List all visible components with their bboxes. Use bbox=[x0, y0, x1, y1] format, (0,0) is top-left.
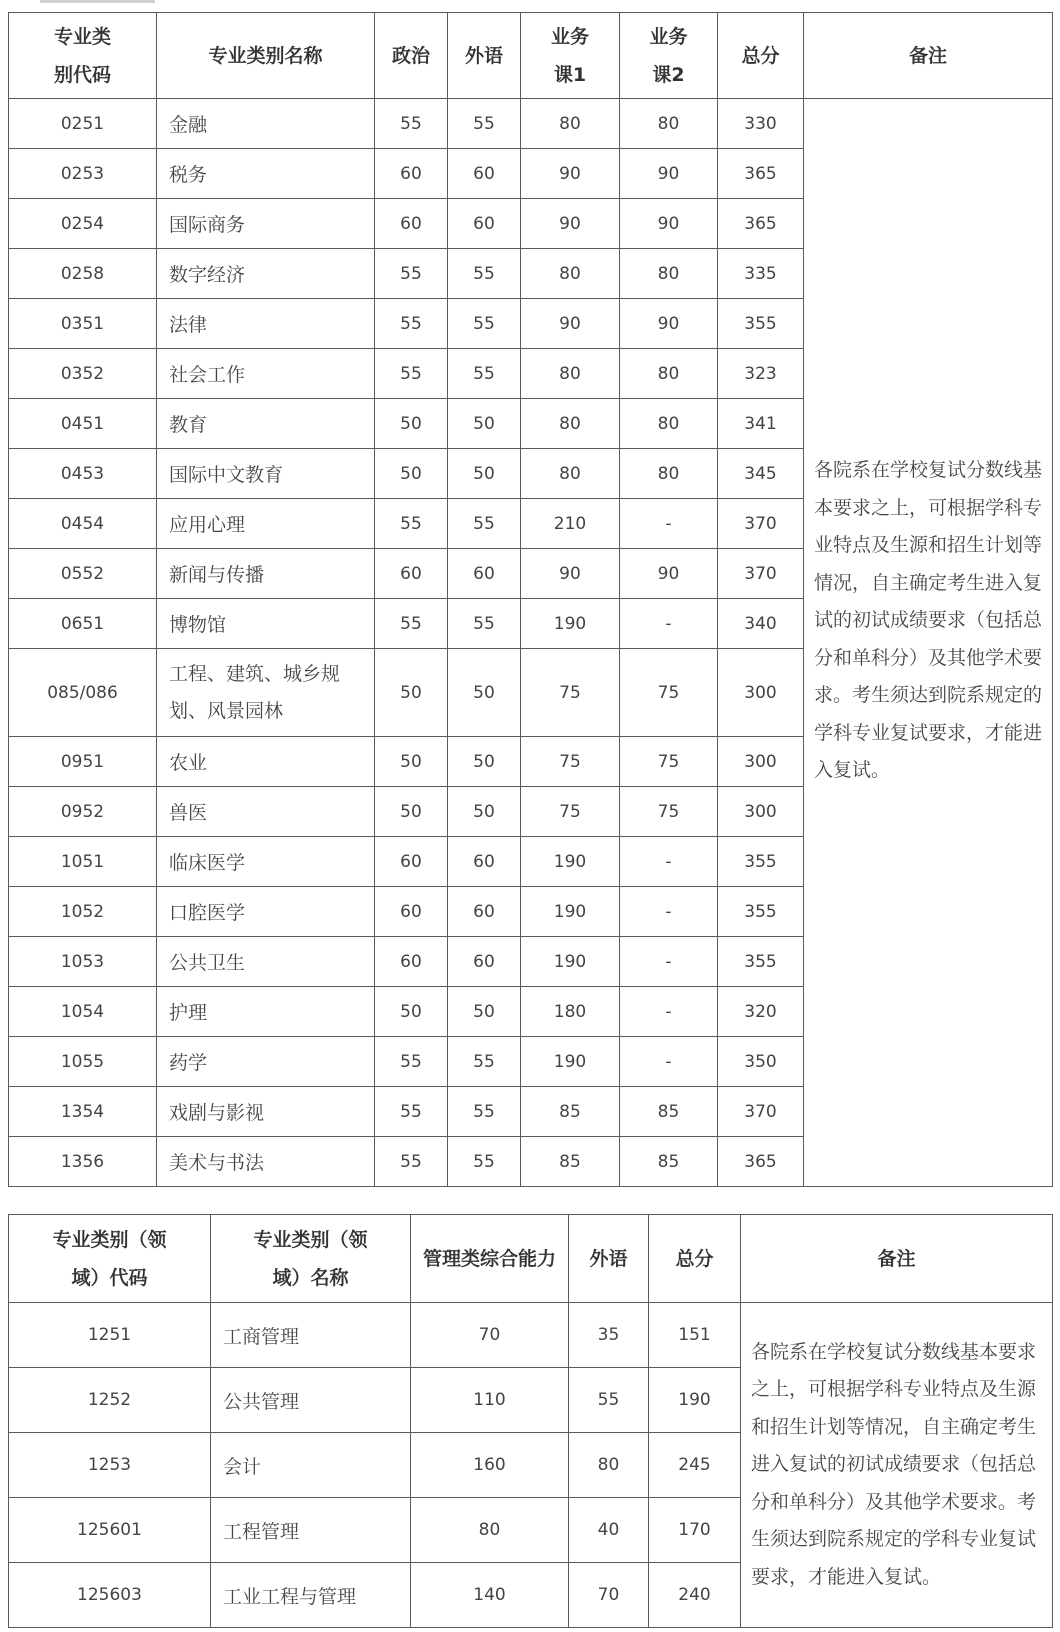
cell-total: 370 bbox=[718, 499, 804, 549]
cell-total: 330 bbox=[718, 99, 804, 149]
cell-name: 金融 bbox=[157, 99, 375, 149]
cell-foreign-language: 55 bbox=[448, 99, 521, 149]
cell-total: 170 bbox=[649, 1498, 741, 1563]
remarks-note bbox=[804, 99, 1053, 1187]
cell-foreign-language: 50 bbox=[448, 737, 521, 787]
cell-total: 245 bbox=[649, 1433, 741, 1498]
cell-code: 0951 bbox=[9, 737, 157, 787]
cell-code: 0451 bbox=[9, 399, 157, 449]
cell-politics: 60 bbox=[375, 149, 448, 199]
cell-foreign-language: 55 bbox=[448, 599, 521, 649]
score-table-management bbox=[8, 1214, 1053, 1628]
cell-course1: 190 bbox=[521, 937, 620, 987]
cell-course2: 90 bbox=[620, 149, 718, 199]
cell-foreign-language: 60 bbox=[448, 549, 521, 599]
cell-total: 340 bbox=[718, 599, 804, 649]
table-header-row bbox=[9, 13, 1053, 99]
cell-code: 0253 bbox=[9, 149, 157, 199]
cell-name: 社会工作 bbox=[157, 349, 375, 399]
cell-name: 数字经济 bbox=[157, 249, 375, 299]
cell-course2: 80 bbox=[620, 449, 718, 499]
cell-course1: 80 bbox=[521, 249, 620, 299]
cell-name: 临床医学 bbox=[157, 837, 375, 887]
cell-course2: 85 bbox=[620, 1087, 718, 1137]
cell-course1: 190 bbox=[521, 837, 620, 887]
cell-code: 0952 bbox=[9, 787, 157, 837]
cell-code: 1253 bbox=[9, 1433, 211, 1498]
table-header-row bbox=[9, 1215, 1053, 1303]
cell-total: 300 bbox=[718, 649, 804, 737]
cell-course2: - bbox=[620, 499, 718, 549]
cell-name: 会计 bbox=[211, 1433, 411, 1498]
cell-total: 335 bbox=[718, 249, 804, 299]
cell-total: 300 bbox=[718, 737, 804, 787]
remarks-text: 各院系在学校复试分数线基本要求之上，可根据学科专业特点及生源和招生计划等情况，自主确定考生进入复试的初试成绩要求（包括总分和单科分）及其他学术要求。考生须达到院系规定的学科专业复试要求，才能进入复试。 bbox=[814, 459, 1043, 781]
cell-name: 戏剧与影视 bbox=[157, 1087, 375, 1137]
cell-name: 教育 bbox=[157, 399, 375, 449]
cell-politics: 55 bbox=[375, 1137, 448, 1187]
cell-course1: 90 bbox=[521, 549, 620, 599]
cell-politics: 50 bbox=[375, 449, 448, 499]
header-name: 专业类别名称 bbox=[157, 13, 375, 99]
cell-foreign-language: 40 bbox=[569, 1498, 649, 1563]
header-course1: 业务课1 bbox=[521, 13, 620, 99]
cell-course1: 90 bbox=[521, 299, 620, 349]
cell-foreign-language: 60 bbox=[448, 937, 521, 987]
cell-foreign-language: 55 bbox=[448, 499, 521, 549]
cell-foreign-language: 50 bbox=[448, 399, 521, 449]
cell-course2: 80 bbox=[620, 99, 718, 149]
cell-name: 口腔医学 bbox=[157, 887, 375, 937]
cell-foreign-language: 60 bbox=[448, 887, 521, 937]
cell-management-ability: 70 bbox=[411, 1303, 569, 1368]
cell-name: 国际中文教育 bbox=[157, 449, 375, 499]
cell-course2: - bbox=[620, 987, 718, 1037]
cell-code: 0453 bbox=[9, 449, 157, 499]
cell-foreign-language: 55 bbox=[448, 299, 521, 349]
cell-foreign-language: 55 bbox=[448, 1037, 521, 1087]
cell-total: 370 bbox=[718, 549, 804, 599]
cell-code: 1251 bbox=[9, 1303, 211, 1368]
cell-course2: - bbox=[620, 599, 718, 649]
cell-foreign-language: 55 bbox=[448, 249, 521, 299]
header-politics: 政治 bbox=[375, 13, 448, 99]
cell-total: 151 bbox=[649, 1303, 741, 1368]
cell-total: 365 bbox=[718, 199, 804, 249]
cell-foreign-language: 55 bbox=[448, 349, 521, 399]
cell-politics: 50 bbox=[375, 649, 448, 737]
cell-total: 365 bbox=[718, 149, 804, 199]
cell-name: 农业 bbox=[157, 737, 375, 787]
cell-total: 355 bbox=[718, 937, 804, 987]
cell-code: 125601 bbox=[9, 1498, 211, 1563]
header-total: 总分 bbox=[718, 13, 804, 99]
header-name: 专业类别（领域）名称 bbox=[211, 1215, 411, 1303]
top-cut-fragment bbox=[40, 0, 155, 3]
cell-course1: 80 bbox=[521, 449, 620, 499]
cell-code: 1055 bbox=[9, 1037, 157, 1087]
cell-name: 工程管理 bbox=[211, 1498, 411, 1563]
cell-foreign-language: 35 bbox=[569, 1303, 649, 1368]
cell-politics: 55 bbox=[375, 1037, 448, 1087]
cell-politics: 55 bbox=[375, 599, 448, 649]
cell-management-ability: 110 bbox=[411, 1368, 569, 1433]
cell-foreign-language: 50 bbox=[448, 987, 521, 1037]
cell-total: 355 bbox=[718, 887, 804, 937]
cell-name: 国际商务 bbox=[157, 199, 375, 249]
cell-politics: 50 bbox=[375, 987, 448, 1037]
cell-code: 0651 bbox=[9, 599, 157, 649]
cell-code: 0454 bbox=[9, 499, 157, 549]
header-code: 专业类别代码 bbox=[9, 13, 157, 99]
cell-politics: 50 bbox=[375, 787, 448, 837]
cell-politics: 60 bbox=[375, 549, 448, 599]
cell-politics: 50 bbox=[375, 737, 448, 787]
cell-course2: - bbox=[620, 887, 718, 937]
cell-name: 新闻与传播 bbox=[157, 549, 375, 599]
cell-name: 税务 bbox=[157, 149, 375, 199]
cell-name: 美术与书法 bbox=[157, 1137, 375, 1187]
cell-foreign-language: 50 bbox=[448, 787, 521, 837]
cell-politics: 60 bbox=[375, 887, 448, 937]
cell-politics: 60 bbox=[375, 199, 448, 249]
cell-name: 公共卫生 bbox=[157, 937, 375, 987]
cell-name: 博物馆 bbox=[157, 599, 375, 649]
remarks-text: 各院系在学校复试分数线基本要求之上，可根据学科专业特点及生源和招生计划等情况，自主确定考生进入复试的初试成绩要求（包括总分和单科分）及其他学术要求。考生须达到院系规定的学科专业复试要求，才能进入复试。 bbox=[751, 1340, 1037, 1588]
cell-course1: 190 bbox=[521, 887, 620, 937]
cell-course2: 85 bbox=[620, 1137, 718, 1187]
cell-politics: 55 bbox=[375, 299, 448, 349]
cell-course2: 75 bbox=[620, 787, 718, 837]
cell-politics: 60 bbox=[375, 937, 448, 987]
cell-course2: 80 bbox=[620, 399, 718, 449]
cell-code: 0351 bbox=[9, 299, 157, 349]
header-total: 总分 bbox=[649, 1215, 741, 1303]
cell-name: 法律 bbox=[157, 299, 375, 349]
header-foreign-language: 外语 bbox=[569, 1215, 649, 1303]
cell-politics: 55 bbox=[375, 1087, 448, 1137]
cell-total: 300 bbox=[718, 787, 804, 837]
cell-total: 341 bbox=[718, 399, 804, 449]
remarks-note bbox=[741, 1303, 1053, 1628]
cell-course2: 80 bbox=[620, 349, 718, 399]
cell-course1: 80 bbox=[521, 99, 620, 149]
cell-code: 0254 bbox=[9, 199, 157, 249]
cell-course1: 190 bbox=[521, 1037, 620, 1087]
cell-course2: 75 bbox=[620, 737, 718, 787]
cell-course1: 85 bbox=[521, 1087, 620, 1137]
cell-name: 药学 bbox=[157, 1037, 375, 1087]
header-code: 专业类别（领域）代码 bbox=[9, 1215, 211, 1303]
cell-total: 370 bbox=[718, 1087, 804, 1137]
cell-name: 公共管理 bbox=[211, 1368, 411, 1433]
cell-course2: - bbox=[620, 937, 718, 987]
cell-course2: 80 bbox=[620, 249, 718, 299]
cell-code: 1354 bbox=[9, 1087, 157, 1137]
cell-foreign-language: 55 bbox=[448, 1137, 521, 1187]
cell-management-ability: 140 bbox=[411, 1563, 569, 1628]
cell-foreign-language: 50 bbox=[448, 449, 521, 499]
cell-course1: 90 bbox=[521, 199, 620, 249]
cell-total: 240 bbox=[649, 1563, 741, 1628]
cell-politics: 55 bbox=[375, 349, 448, 399]
cell-course2: 90 bbox=[620, 299, 718, 349]
cell-politics: 55 bbox=[375, 499, 448, 549]
cell-name: 护理 bbox=[157, 987, 375, 1037]
cell-code: 085/086 bbox=[9, 649, 157, 737]
cell-name: 工商管理 bbox=[211, 1303, 411, 1368]
cell-total: 350 bbox=[718, 1037, 804, 1087]
cell-course1: 85 bbox=[521, 1137, 620, 1187]
cell-course1: 190 bbox=[521, 599, 620, 649]
cell-course2: 90 bbox=[620, 549, 718, 599]
cell-code: 125603 bbox=[9, 1563, 211, 1628]
cell-code: 1356 bbox=[9, 1137, 157, 1187]
cell-politics: 55 bbox=[375, 249, 448, 299]
cell-foreign-language: 50 bbox=[448, 649, 521, 737]
cell-total: 345 bbox=[718, 449, 804, 499]
cell-foreign-language: 80 bbox=[569, 1433, 649, 1498]
cell-course2: - bbox=[620, 837, 718, 887]
cell-course1: 80 bbox=[521, 349, 620, 399]
table-row bbox=[9, 99, 1053, 149]
table-row bbox=[9, 1303, 1053, 1368]
cell-politics: 50 bbox=[375, 399, 448, 449]
header-foreign-language: 外语 bbox=[448, 13, 521, 99]
cell-course1: 180 bbox=[521, 987, 620, 1037]
cell-foreign-language: 60 bbox=[448, 837, 521, 887]
cell-code: 0251 bbox=[9, 99, 157, 149]
cell-politics: 55 bbox=[375, 99, 448, 149]
header-remarks: 备注 bbox=[804, 13, 1053, 99]
cell-course1: 75 bbox=[521, 787, 620, 837]
cell-total: 355 bbox=[718, 299, 804, 349]
cell-code: 1252 bbox=[9, 1368, 211, 1433]
cell-code: 1051 bbox=[9, 837, 157, 887]
cell-code: 1053 bbox=[9, 937, 157, 987]
cell-total: 365 bbox=[718, 1137, 804, 1187]
cell-code: 1054 bbox=[9, 987, 157, 1037]
cell-total: 190 bbox=[649, 1368, 741, 1433]
cell-management-ability: 80 bbox=[411, 1498, 569, 1563]
cell-course1: 90 bbox=[521, 149, 620, 199]
cell-course2: - bbox=[620, 1037, 718, 1087]
cell-total: 323 bbox=[718, 349, 804, 399]
score-table-professional bbox=[8, 12, 1053, 1187]
cell-course2: 75 bbox=[620, 649, 718, 737]
cell-total: 320 bbox=[718, 987, 804, 1037]
header-remarks: 备注 bbox=[741, 1215, 1053, 1303]
cell-foreign-language: 60 bbox=[448, 199, 521, 249]
cell-code: 0352 bbox=[9, 349, 157, 399]
cell-course1: 75 bbox=[521, 649, 620, 737]
cell-foreign-language: 70 bbox=[569, 1563, 649, 1628]
cell-foreign-language: 55 bbox=[569, 1368, 649, 1433]
cell-name: 兽医 bbox=[157, 787, 375, 837]
cell-name: 工程、建筑、城乡规划、风景园林 bbox=[157, 649, 375, 737]
cell-management-ability: 160 bbox=[411, 1433, 569, 1498]
cell-foreign-language: 55 bbox=[448, 1087, 521, 1137]
cell-course2: 90 bbox=[620, 199, 718, 249]
header-management-ability: 管理类综合能力 bbox=[411, 1215, 569, 1303]
header-course2: 业务课2 bbox=[620, 13, 718, 99]
cell-code: 0552 bbox=[9, 549, 157, 599]
cell-code: 1052 bbox=[9, 887, 157, 937]
cell-course1: 80 bbox=[521, 399, 620, 449]
cell-code: 0258 bbox=[9, 249, 157, 299]
cell-politics: 60 bbox=[375, 837, 448, 887]
cell-course1: 75 bbox=[521, 737, 620, 787]
cell-course1: 210 bbox=[521, 499, 620, 549]
cell-name: 工业工程与管理 bbox=[211, 1563, 411, 1628]
cell-total: 355 bbox=[718, 837, 804, 887]
cell-name: 应用心理 bbox=[157, 499, 375, 549]
cell-foreign-language: 60 bbox=[448, 149, 521, 199]
